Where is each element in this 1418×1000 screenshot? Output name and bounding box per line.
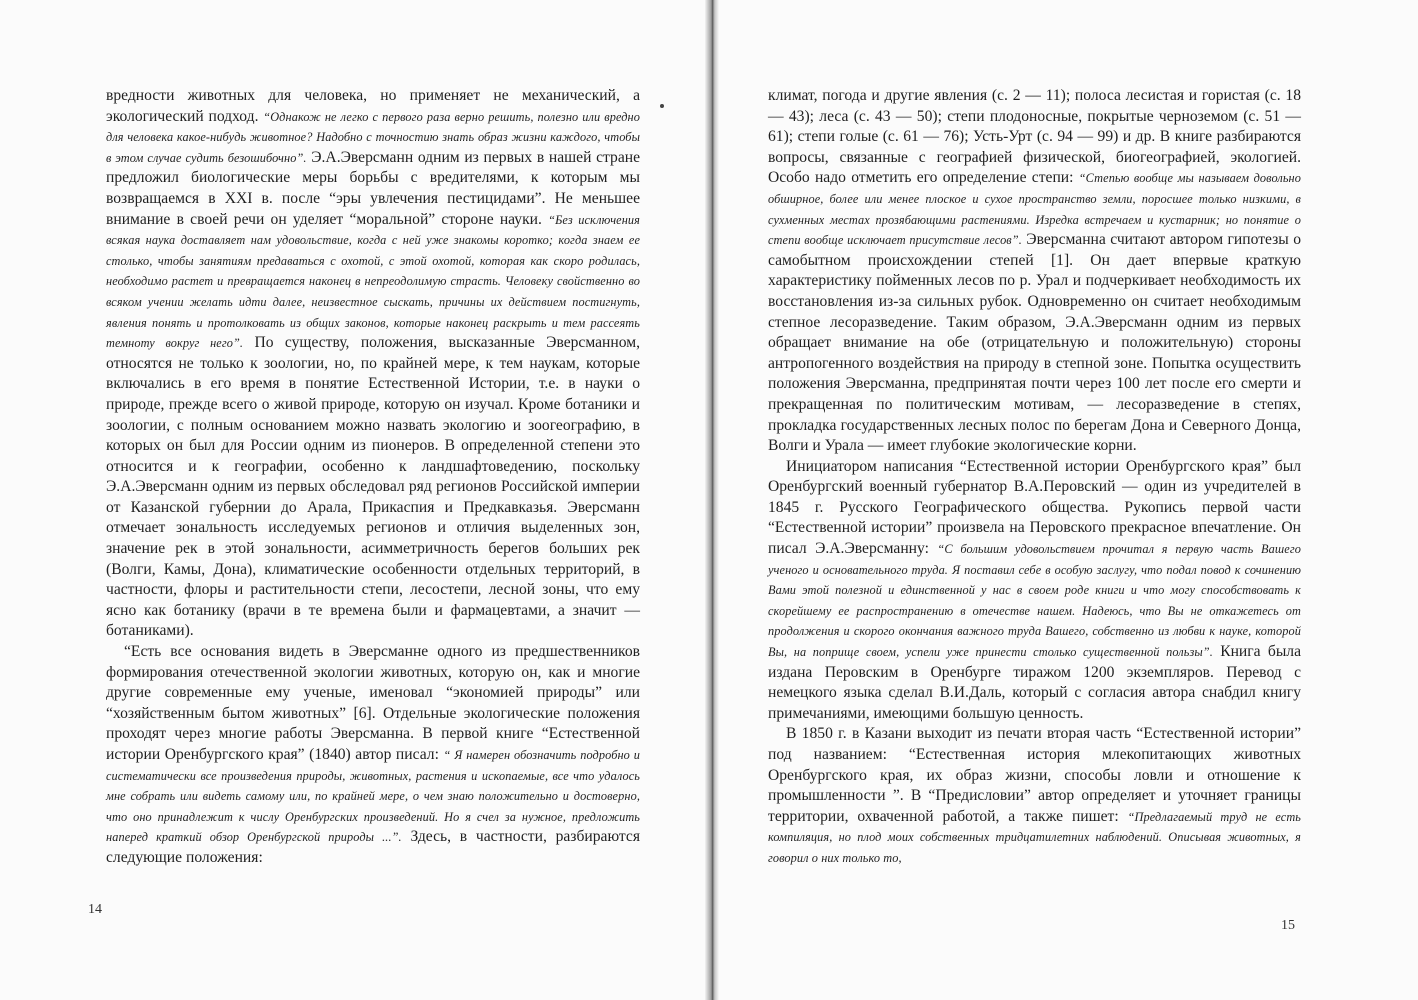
left-page [106, 86, 640, 869]
right-paragraph-1 [768, 86, 1301, 457]
quote-run: “Без исключения всякая наука доставляет нам удовольствие, когда с ней уже знакомы коротко; когда знаем ее столько, чтобы занятиям предаваться с охотой, с этой охотой, которая как скоро родилась, необходимо растет и превращается наконец в непреодолимую страсть. Человеку свойственно во всяком учении желать идти далее, неизвестное сыскать, причины их действием постигнуть, явления понять и протолковать из общих законов, которые наконец раскрыть и тем рассеять темноту вокруг него”. [106, 212, 640, 351]
left-paragraph-2 [106, 642, 640, 869]
text-run: Э.А.Эверсманн одним из первых в нашей стране предложил биологические меры борьбы с вредителями, к которым мы возвращаемся в XXI в. после “эры увлечения пестицидами”. Не меньшее внимание в своей речи он уделяет “моральной” стороне науки. [106, 148, 641, 228]
right-paragraph-3 [768, 724, 1301, 868]
text-run: Книга была издана Перовским в Оренбурге тиражом 1200 экземпляров. Перевод с немецкого языка сделал В.И.Даль, который с согласия автора снабдил книгу примечаниями, имеющими большую ценность. [768, 643, 1301, 722]
quote-run: “ Я намерен обозначить подробно и систематически все произведения природы, животных, растения и ископаемые, все что удалось мне собрать или видеть самому или, по крайней мере, о чем знаю положительно и достоверно, что оно принадлежит к числу Оренбургских произведений. Но я счел за нужное, предложить наперед краткий обзор Оренбургской природы ...”. [106, 748, 641, 845]
quote-run: “Предлагаемый труд не есть компиляция, но плод моих собственных тридцатилетних наблюдений. Описывая животных, я говорил о них только то, [768, 809, 1301, 865]
text-run: климат, погода и другие явления (с. 2 — 11); полоса лесистая и гористая (с. 18 — 43); леса (с. 43 — 50); степи плодоносные, покрытые черноземом (с. 51 — 61); степи голые (с. 61 — 76); Усть-Урт (с. 94 — 99) и др. В книге разбираются вопросы, связанные с географией физической, биогеографией, экологией. Особо надо отметить его определение степи: [768, 87, 1301, 187]
quote-run: “Однакож не легко с первого раза верно решить, полезно или вредно для человека какое-нибудь животное? Надобно с точностию знать образ жизни каждого, чтобы в этом случае судить безошибочно”. [106, 109, 640, 165]
left-page-number: 14 [88, 902, 102, 917]
text-run: По существу, положения, высказанные Эверсманном, относятся не только к зоологии, но, по крайней мере, к тем наукам, которые включались в его время в понятие Естественной Истории, т.е. в науки о природе, прежде всего о живой природе, которую он изучал. Кроме ботаники и зоологии, с полным основанием можно назвать экологию и зоогеографию, в которых он был для России одним из пионеров. В определенной степени это относится и к географии, особенно к ландшафтоведению, поскольку Э.А.Эверсманн одним из первых обследовал ряд регионов Российской империи от Казанской губернии до Арала, Прикаспия и Предкавказья. Эверсманн отмечает зональность исследуемых регионов и отличия выделенных зон, значение рек в этой зональности, асимметричность берегов больших рек (Волги, Камы, Дона), климатические особенности отдельных территорий, в частности, флоры и растительности степи, лесостепи, лесной зоны, что ему ясно как ботанику (врачи в те времена были и фармацевтами, а значит — ботаниками). [106, 334, 640, 640]
right-page-number: 15 [1281, 918, 1295, 933]
right-page [768, 86, 1301, 869]
text-run: В 1850 г. в Казани выходит из печати вторая часть “Естественной истории” под названием: “Естественная история млекопитающих животных Оренбургского края, их образ жизни, способы ловли и отношение к промышленности ”. В “Предисловии” автор определяет и уточняет границы территории, охваченной работой, а также пишет: [768, 725, 1301, 825]
text-run: Эверсманна считают автором гипотезы о самобытном происхождении степей [1]. Он дает впервые краткую характеристику пойменных лесов по р. Урал и подчеркивает необходимость их восстановления из-за сильных рубок. Одновременно он считает необходимым степное лесоразведение. Таким образом, Э.А.Эверсманн одним из первых обращает внимание на обе (отрицательную и положительную) стороны антропогенного воздействия на природу в степной зоне. Попытка осуществить положения Эверсманна, предпринятая почти через 100 лет после его смерти и прекращенная по политическим мотивам, — лесоразведение в степях, прокладка государственных лесных полос по берегам Дона и Северного Донца, Волги и Урала — имеет глубокие экологические корни. [768, 231, 1301, 455]
text-run: вредности животных для человека, но применяет не механический, а экологический подход. [106, 87, 640, 125]
right-paragraph-2 [768, 457, 1301, 725]
text-run: “Есть все основания видеть в Эверсманне одного из предшественников формирования отечественной экологии животных, которую он, как и многие другие современные ему ученые, именовал “экономией природы” или “хозяйственным бытом животных” [6]. Отдельные экологические положения проходят через многие работы Эверсманна. В первой книге “Естественной истории Оренбургского края” (1840) автор писал: [106, 643, 640, 763]
text-run: Инициатором написания “Естественной истории Оренбургского края” был Оренбургский военный губернатор В.А.Перовский — один из учредителей в 1845 г. Русского Географического общества. Рукопись первой части “Естественной истории” произвела на Перовского прекрасное впечатление. Он писал Э.А.Эверсманну: [768, 457, 1301, 558]
quote-run: “С большим удовольствием прочитал я первую часть Вашего ученого и основательного труда. Я поставил себе в особую заслугу, что подал повод к сочинению Вами этой полезной и единственной у нас в своем роде книги и что могу способствовать к скорейшему ее распространению в отечестве нашем. Надеюсь, что Вы не откажетесь от продолжения и скорого окончания важного труда Вашего, собственно из любви к науке, которой Вы, на поприще своем, успели уже принести столько существенной пользы”. [768, 542, 1302, 660]
scan-speck [660, 104, 664, 108]
left-paragraph-1 [106, 86, 640, 642]
quote-run: “Степью вообще мы называем довольно обширное, более или менее плоское и сухое пространство земли, поросшее только низкими, в сухменных местах прозябающими растениями. Изредка встречаем и кустарник; но понятие о степи вообще исключает присутствие лесов”. [768, 171, 1301, 248]
text-run: Здесь, в частности, разбираются следующие положения: [106, 828, 641, 866]
book-gutter [705, 0, 719, 1000]
